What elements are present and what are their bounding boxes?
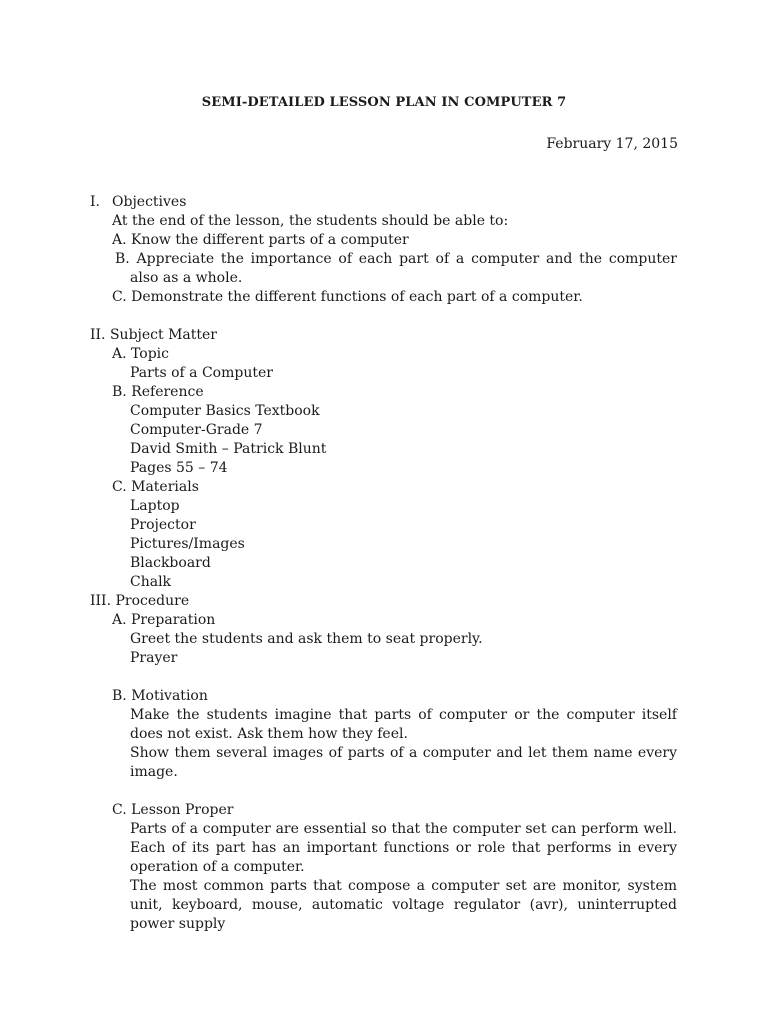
preparation-item: Prayer [130,650,178,666]
objectives-numeral: I. [90,194,100,210]
reference-item: Pages 55 – 74 [130,460,228,476]
reference-item: David Smith – Patrick Blunt [130,441,327,457]
objectives-heading-text: Objectives [112,194,187,210]
material-item: Blackboard [130,555,211,571]
document-body [90,193,677,934]
motivation-label: B. Motivation [112,688,208,704]
document-title: SEMI-DETAILED LESSON PLAN IN COMPUTER 7 [201,95,567,110]
materials-label: C. Materials [112,479,199,495]
objective-item-a: A. Know the different parts of a computer [112,232,409,248]
material-item: Chalk [130,574,172,590]
motivation-paragraph: Show them several images of parts of a computer and let them name every image. [130,745,677,780]
material-item: Projector [130,517,196,533]
objectives-heading [90,193,677,212]
lesson-paragraph: Parts of a computer are essential so that the computer set can perform well. Each of its part has an important functions or role that performs in every operation of a computer. [130,821,677,875]
topic-label: A. Topic [112,346,169,362]
reference-item: Computer-Grade 7 [130,422,263,438]
objectives-intro: At the end of the lesson, the students should be able to: [112,213,509,229]
preparation-item: Greet the students and ask them to seat properly. [130,631,483,647]
topic-value: Parts of a Computer [130,365,273,381]
subject-matter-heading: II. Subject Matter [90,327,217,343]
preparation-label: A. Preparation [112,612,216,628]
lesson-proper-label: C. Lesson Proper [112,802,234,818]
objective-item-b: B. Appreciate the importance of each part of a computer and the computer also as a whole. [115,251,677,286]
material-item: Pictures/Images [130,536,245,552]
procedure-heading: III. Procedure [90,593,190,609]
objective-item-c: C. Demonstrate the different functions of each part of a computer. [112,289,583,305]
lesson-paragraph: The most common parts that compose a computer set are monitor, system unit, keyboard, mouse, automatic voltage regulator (avr), uninterrupted power supply [130,878,677,932]
reference-item: Computer Basics Textbook [130,403,320,419]
material-item: Laptop [130,498,180,514]
document-date: February 17, 2015 [546,136,678,152]
reference-label: B. Reference [112,384,204,400]
motivation-paragraph: Make the students imagine that parts of computer or the computer itself does not exist. Ask them how they feel. [130,707,677,742]
